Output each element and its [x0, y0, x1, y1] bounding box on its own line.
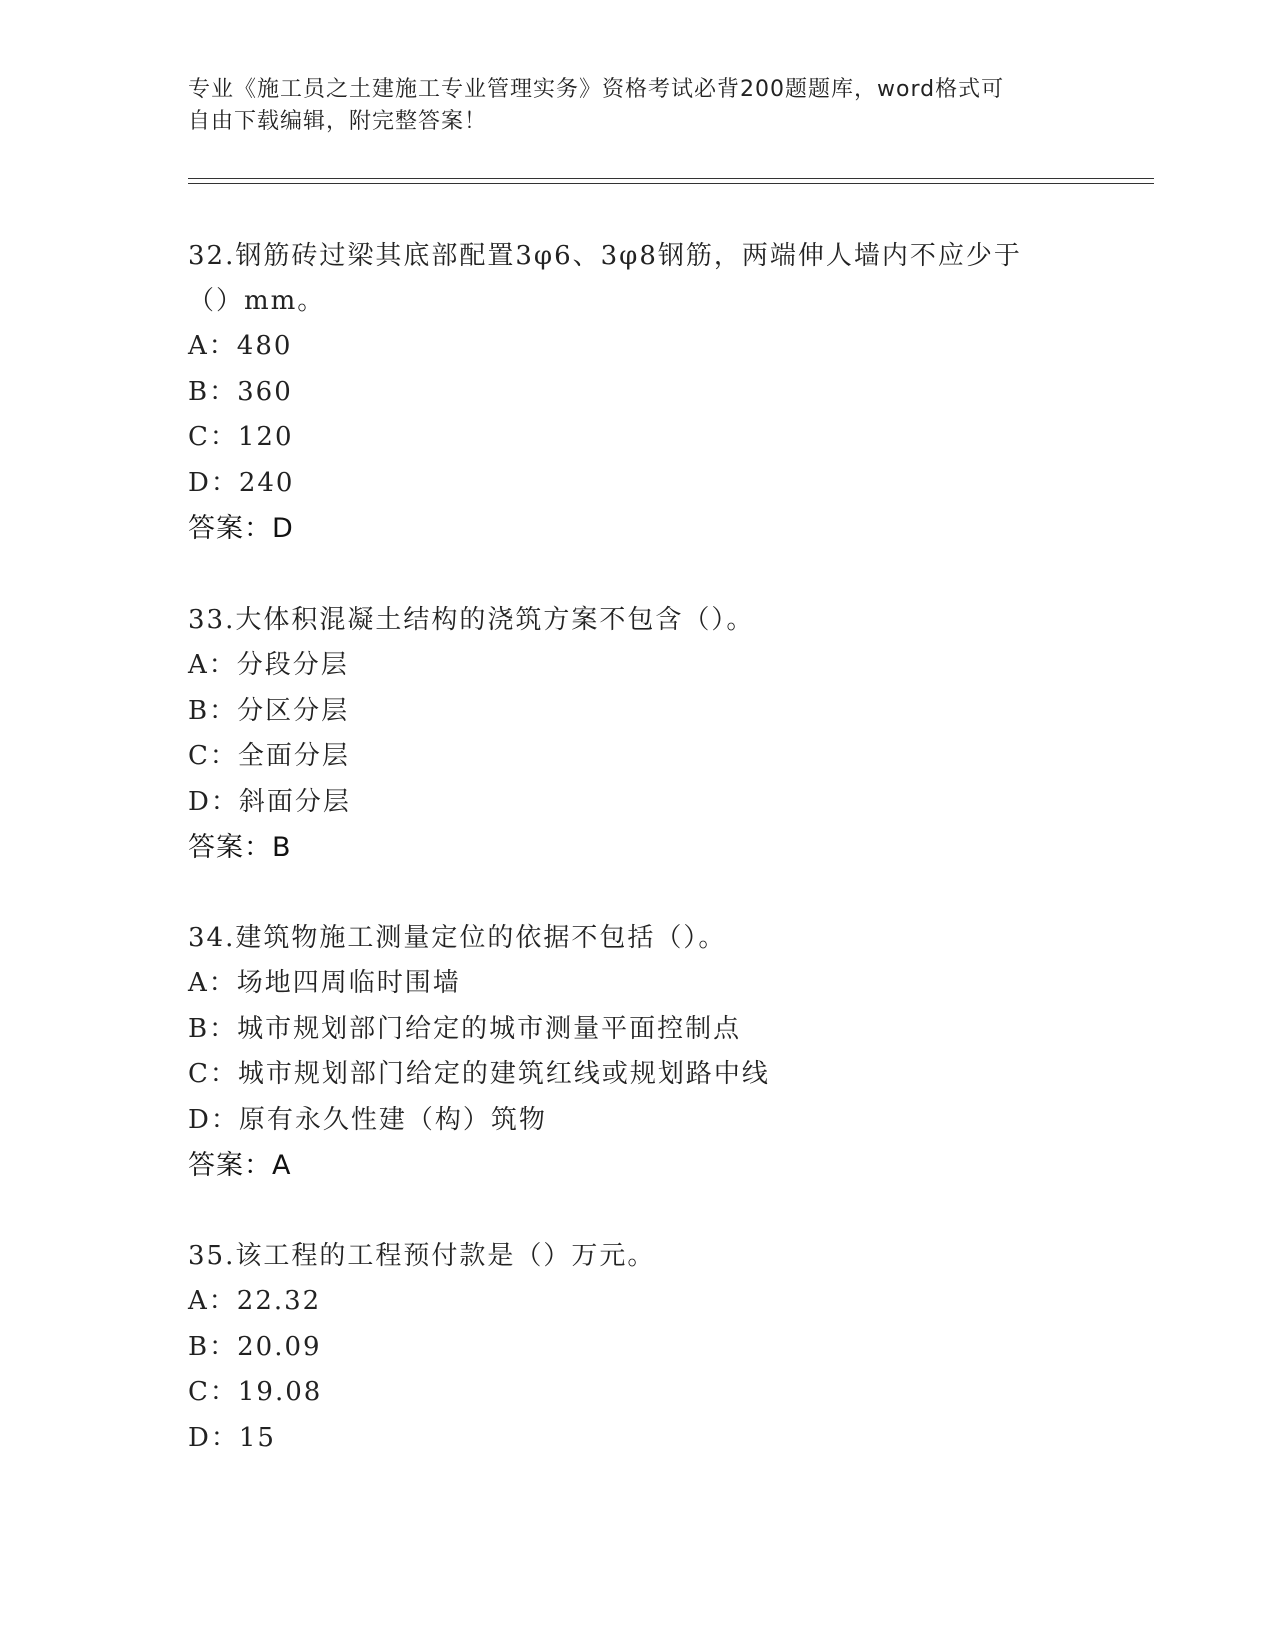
option-a: A：22.32 [188, 1286, 322, 1316]
answer-line: 答案：A [188, 1150, 292, 1181]
option-d: D：斜面分层 [188, 786, 351, 817]
question-stem-line-1: 35.该工程的工程预付款是（）万元。 [188, 1241, 656, 1271]
question-35 [188, 1234, 1068, 1461]
option-d: D：15 [188, 1422, 276, 1453]
question-stem-line-2: （）mm。 [188, 286, 326, 316]
question-33 [188, 598, 1068, 871]
question-stem-line-1: 34.建筑物施工测量定位的依据不包括（）。 [188, 923, 727, 953]
option-c: C：全面分层 [188, 741, 350, 771]
option-a: A：场地四周临时围墙 [188, 968, 461, 998]
option-b: B：20.09 [188, 1331, 322, 1362]
question-stem-line-1: 33.大体积混凝土结构的浇筑方案不包含（）。 [188, 605, 755, 635]
header-divider-top [188, 178, 1154, 179]
question-stem-line-1: 32.钢筋砖过梁其底部配置3φ6、3φ8钢筋，两端伸人墙内不应少于 [188, 241, 1022, 271]
document-header [188, 74, 1068, 138]
option-b: B：360 [188, 376, 293, 407]
header-line-2: 自由下载编辑，附完整答案！ [188, 109, 488, 134]
question-34 [188, 916, 1068, 1189]
header-line-1: 专业《施工员之土建施工专业管理实务》资格考试必背200题题库，word格式可 [188, 77, 1005, 102]
option-c: C：城市规划部门给定的建筑红线或规划路中线 [188, 1059, 770, 1089]
option-a: A：分段分层 [188, 650, 349, 680]
option-b: B：城市规划部门给定的城市测量平面控制点 [188, 1013, 742, 1044]
header-divider-bottom [188, 183, 1154, 184]
option-c: C：19.08 [188, 1377, 323, 1407]
answer-line: 答案：D [188, 513, 294, 544]
question-32 [188, 234, 1068, 552]
option-c: C：120 [188, 422, 294, 452]
option-a: A：480 [188, 331, 293, 361]
answer-line: 答案：B [188, 832, 292, 863]
option-d: D：原有永久性建（构）筑物 [188, 1104, 547, 1135]
option-b: B：分区分层 [188, 695, 350, 726]
option-d: D：240 [188, 467, 295, 498]
